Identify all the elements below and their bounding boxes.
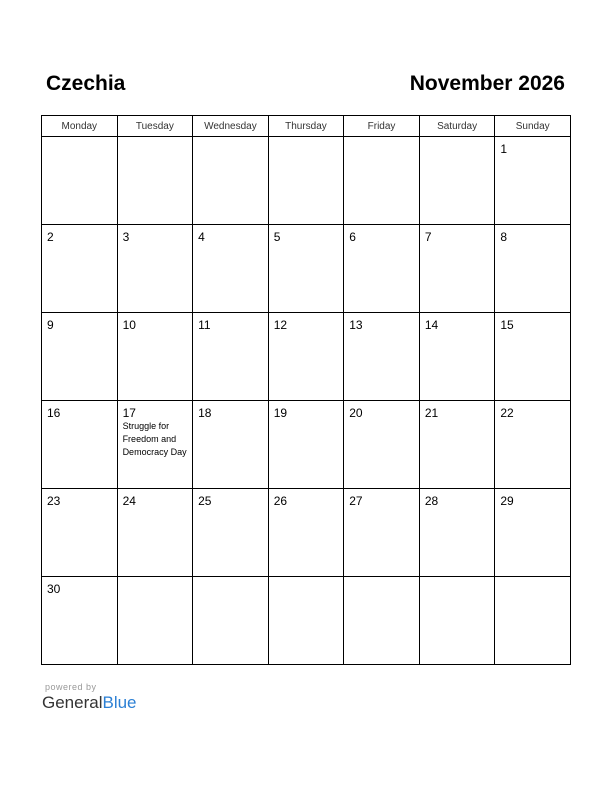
week-row	[42, 489, 571, 577]
day-number: 24	[122, 494, 136, 508]
calendar-grid	[41, 115, 571, 665]
day-cell	[42, 489, 118, 577]
day-number: 5	[273, 230, 281, 244]
day-number: 3	[122, 230, 130, 244]
day-cell	[42, 313, 118, 401]
day-number: 7	[424, 230, 432, 244]
day-cell	[193, 401, 269, 489]
day-cell	[495, 489, 571, 577]
day-number: 20	[349, 406, 363, 420]
empty-day-cell	[193, 577, 269, 665]
day-cell	[42, 225, 118, 313]
day-cell	[117, 313, 193, 401]
day-cell	[117, 225, 193, 313]
generalblue-logo[interactable]	[42, 693, 137, 713]
day-cell	[193, 313, 269, 401]
day-number: 11	[198, 318, 211, 332]
weekday-friday: Friday	[344, 116, 420, 137]
empty-day-cell	[117, 137, 193, 225]
day-number: 29	[500, 494, 514, 508]
calendar-body	[42, 137, 571, 665]
day-number: 22	[500, 406, 514, 420]
empty-day-cell	[268, 577, 344, 665]
day-cell	[268, 313, 344, 401]
day-cell	[268, 489, 344, 577]
day-cell	[419, 225, 495, 313]
day-number: 26	[273, 494, 288, 508]
day-number: 4	[198, 230, 205, 244]
day-cell	[495, 137, 571, 225]
empty-day-cell	[344, 137, 420, 225]
day-number: 25	[198, 494, 212, 508]
empty-day-cell	[344, 577, 420, 665]
day-number: 14	[424, 318, 439, 332]
day-number: 10	[122, 318, 136, 332]
empty-day-cell	[117, 577, 193, 665]
day-cell	[344, 401, 420, 489]
day-cell	[193, 489, 269, 577]
empty-day-cell	[193, 137, 269, 225]
weekday-header-row	[42, 116, 571, 137]
day-cell	[344, 313, 420, 401]
empty-day-cell	[268, 137, 344, 225]
day-number: 17	[122, 406, 136, 420]
day-cell	[495, 225, 571, 313]
day-number: 23	[47, 494, 61, 508]
day-number: 8	[500, 230, 508, 244]
country-title: Czechia	[46, 72, 126, 95]
day-number: 16	[47, 406, 61, 420]
day-number: 6	[349, 230, 356, 244]
powered-by-text: powered by	[45, 682, 97, 692]
month-year-title: November 2026	[409, 72, 565, 95]
weekday-sunday: Sunday	[495, 116, 571, 137]
weekday-wednesday: Wednesday	[193, 116, 269, 137]
day-cell	[117, 401, 193, 489]
day-number: 19	[273, 406, 288, 420]
day-cell	[419, 313, 495, 401]
empty-day-cell	[495, 577, 571, 665]
weekday-thursday: Thursday	[268, 116, 344, 137]
week-row	[42, 401, 571, 489]
week-row	[42, 137, 571, 225]
day-cell	[117, 489, 193, 577]
day-number: 9	[47, 318, 54, 332]
weekday-monday: Monday	[42, 116, 118, 137]
empty-day-cell	[42, 137, 118, 225]
brand-blue: Blue	[102, 693, 137, 712]
day-number: 18	[198, 406, 212, 420]
day-cell	[268, 401, 344, 489]
day-number: 12	[273, 318, 288, 332]
day-cell	[419, 401, 495, 489]
day-cell	[268, 225, 344, 313]
day-number: 27	[349, 494, 363, 508]
empty-day-cell	[419, 137, 495, 225]
week-row	[42, 313, 571, 401]
day-number: 30	[47, 582, 61, 596]
calendar-header	[46, 70, 565, 98]
day-number: 21	[424, 406, 439, 420]
day-cell	[419, 489, 495, 577]
weekday-tuesday: Tuesday	[117, 116, 193, 137]
day-cell	[344, 225, 420, 313]
day-cell	[42, 401, 118, 489]
day-cell	[193, 225, 269, 313]
day-cell	[42, 577, 118, 665]
day-cell	[344, 489, 420, 577]
weekday-saturday: Saturday	[419, 116, 495, 137]
day-number: 1	[500, 142, 508, 156]
day-number: 15	[500, 318, 514, 332]
day-cell	[495, 313, 571, 401]
day-number: 2	[47, 230, 54, 244]
holiday-label: Struggle for Freedom and Democracy Day	[122, 421, 187, 457]
brand-general: General	[42, 693, 103, 712]
day-number: 28	[424, 494, 439, 508]
day-cell	[495, 401, 571, 489]
day-number: 13	[349, 318, 363, 332]
footer	[42, 682, 137, 713]
week-row	[42, 225, 571, 313]
week-row	[42, 577, 571, 665]
empty-day-cell	[419, 577, 495, 665]
